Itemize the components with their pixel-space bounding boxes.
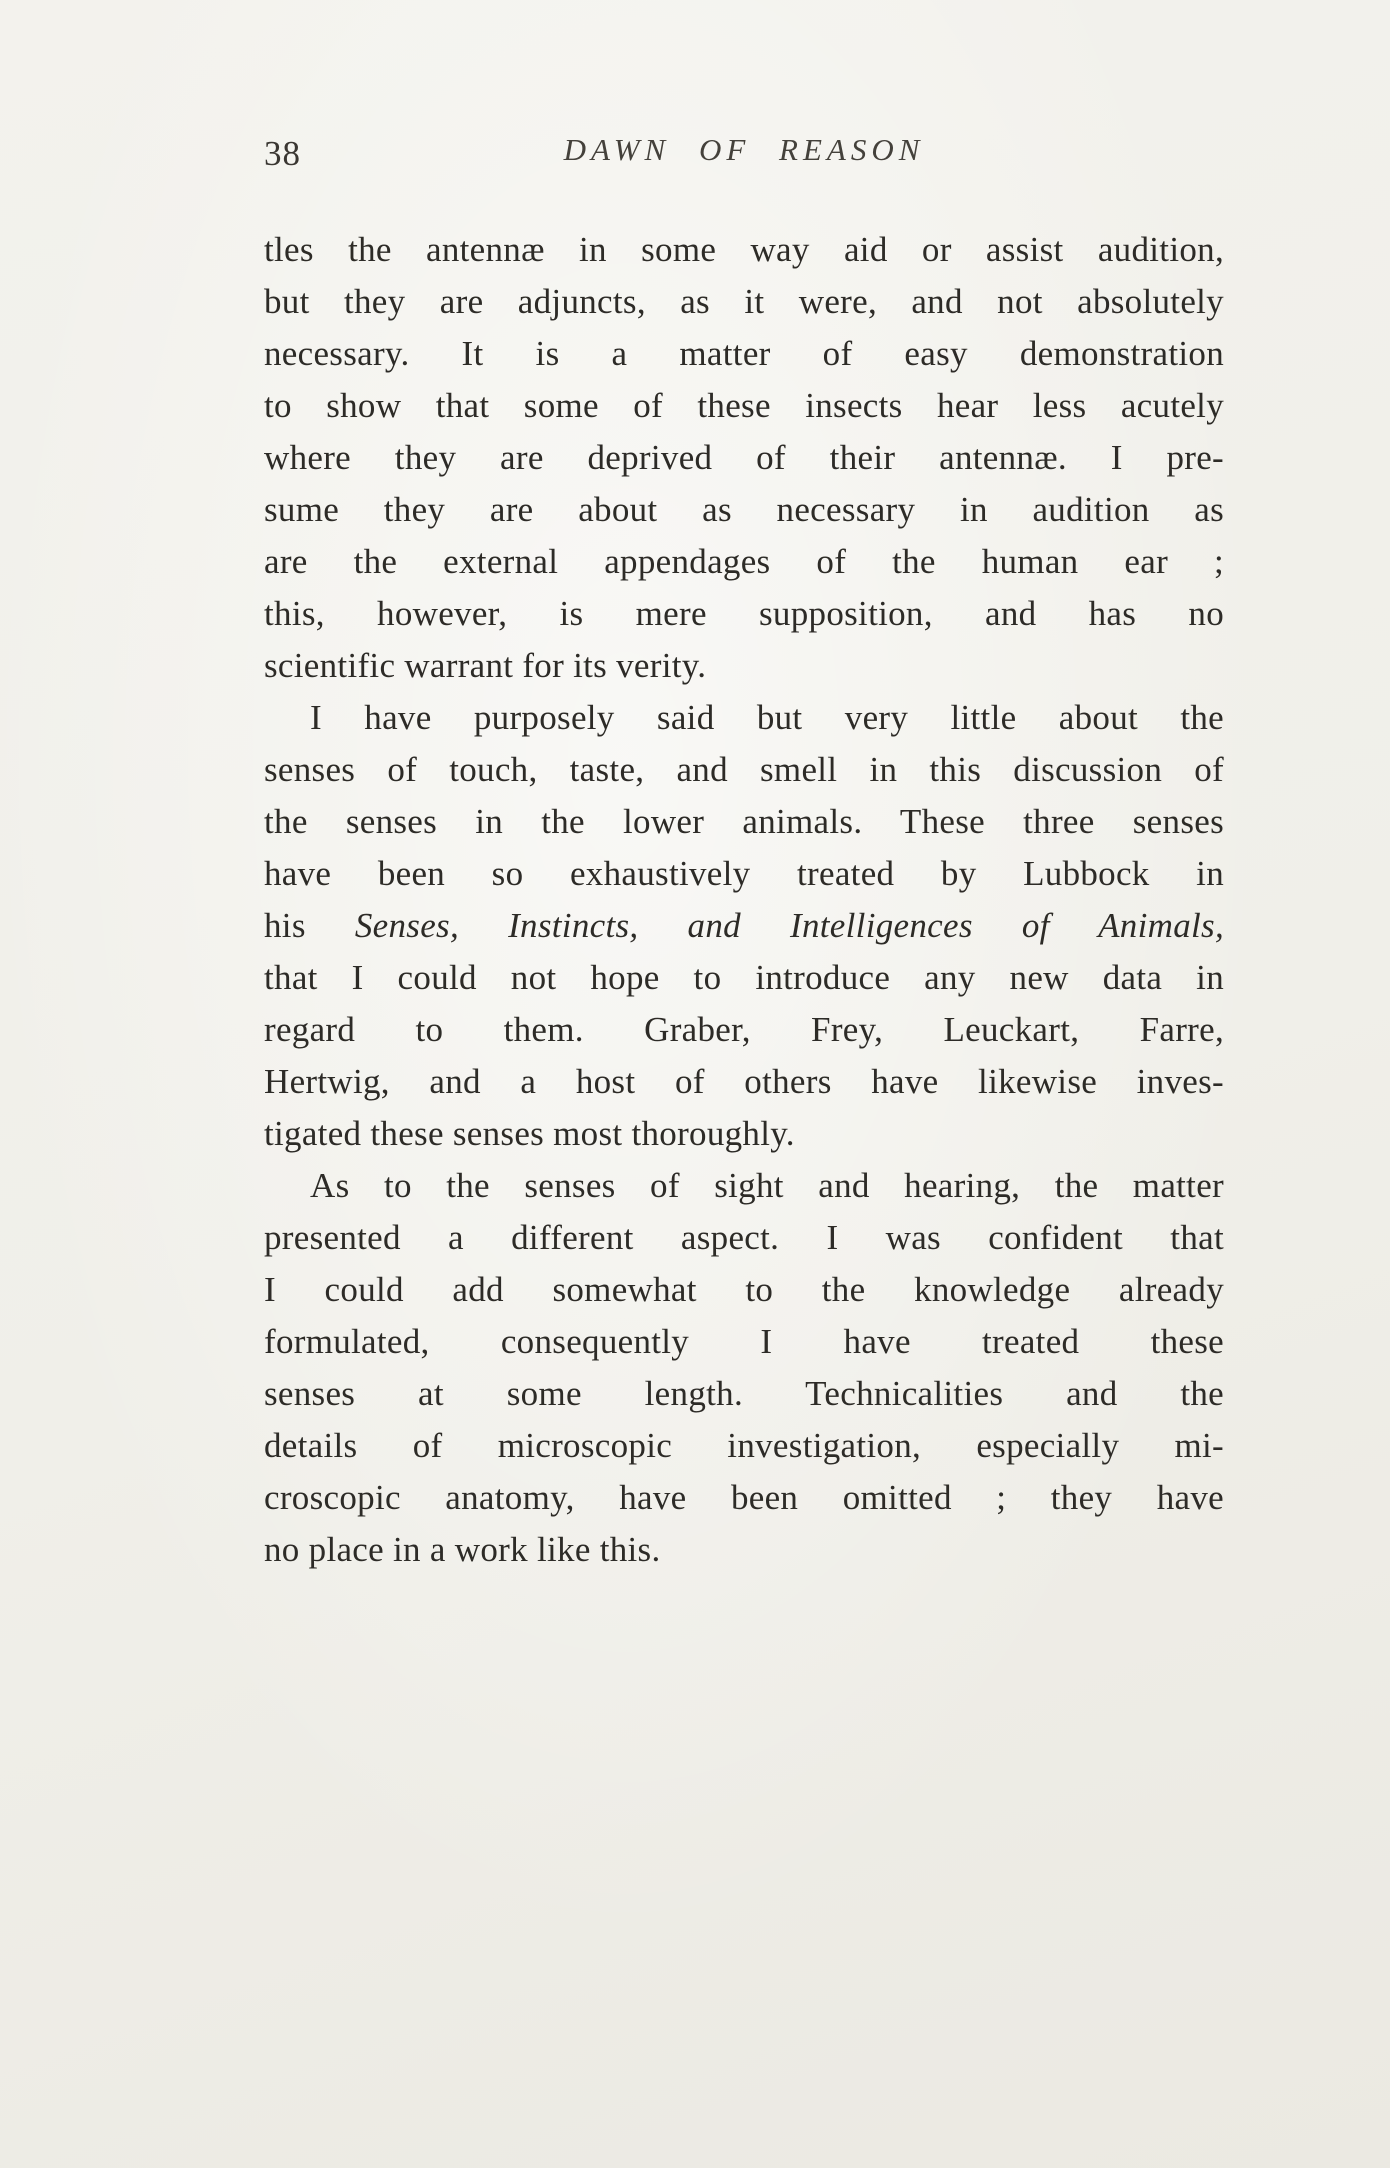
text-segment: are the external appendages of the human ear ; <box>264 542 1224 581</box>
text-segment: scientific warrant for its verity. <box>264 646 707 685</box>
text-line <box>264 1004 1224 1056</box>
text-line <box>264 484 1224 536</box>
text-line <box>264 1368 1224 1420</box>
text-line <box>264 224 1224 276</box>
text-segment: sume they are about as necessary in audition as <box>264 490 1224 529</box>
page-number: 38 <box>264 134 301 173</box>
text-line <box>264 796 1224 848</box>
text-segment: his <box>264 906 355 945</box>
text-line <box>264 536 1224 588</box>
text-line <box>264 1420 1224 1472</box>
text-segment: I have purposely said but very little about the <box>310 698 1224 737</box>
running-title: DAWN OF REASON <box>563 132 925 167</box>
text-segment: details of microscopic investigation, especially mi- <box>264 1426 1224 1465</box>
text-segment: this, however, is mere supposition, and has no <box>264 594 1224 633</box>
text-segment: necessary. It is a matter of easy demonstration <box>264 334 1224 373</box>
text-line <box>264 1316 1224 1368</box>
text-line <box>264 1472 1224 1524</box>
text-segment: formulated, consequently I have treated these <box>264 1322 1224 1361</box>
text-line <box>264 1108 1224 1160</box>
text-segment: croscopic anatomy, have been omitted ; they have <box>264 1478 1224 1517</box>
text-line <box>264 848 1224 900</box>
text-segment: regard to them. Graber, Frey, Leuckart, Farre, <box>264 1010 1224 1049</box>
text-segment: Hertwig, and a host of others have likewise inves- <box>264 1062 1224 1101</box>
text-segment: but they are adjuncts, as it were, and not absolutely <box>264 282 1224 321</box>
text-segment: senses at some length. Technicalities and the <box>264 1374 1224 1413</box>
text-segment: where they are deprived of their antennæ. I pre- <box>264 438 1224 477</box>
text-segment: presented a different aspect. I was confident that <box>264 1218 1224 1257</box>
text-segment: have been so exhaustively treated by Lubbock in <box>264 854 1224 893</box>
text-segment: that I could not hope to introduce any new data in <box>264 958 1224 997</box>
text-line <box>264 1056 1224 1108</box>
text-segment: tigated these senses most thoroughly. <box>264 1114 795 1153</box>
text-segment: no place in a work like this. <box>264 1530 661 1569</box>
text-segment: senses of touch, taste, and smell in this discussion of <box>264 750 1224 789</box>
page-header <box>264 132 1224 182</box>
text-line <box>264 588 1224 640</box>
text-line <box>264 432 1224 484</box>
page-body <box>264 224 1224 1576</box>
text-line <box>264 1160 1224 1212</box>
text-line <box>264 1212 1224 1264</box>
text-line <box>264 276 1224 328</box>
text-line <box>264 328 1224 380</box>
text-line <box>264 380 1224 432</box>
paragraph <box>264 692 1224 1160</box>
text-line <box>264 744 1224 796</box>
text-segment: the senses in the lower animals. These three senses <box>264 802 1224 841</box>
text-segment: As to the senses of sight and hearing, the matter <box>310 1166 1224 1205</box>
paragraph <box>264 224 1224 692</box>
paragraph <box>264 1160 1224 1576</box>
text-line <box>264 640 1224 692</box>
text-line <box>264 1524 1224 1576</box>
text-segment: I could add somewhat to the knowledge already <box>264 1270 1224 1309</box>
text-line <box>264 952 1224 1004</box>
text-segment: to show that some of these insects hear less acutely <box>264 386 1224 425</box>
text-segment: tles the antennæ in some way aid or assist audition, <box>264 230 1224 269</box>
text-line <box>264 900 1224 952</box>
text-line <box>264 1264 1224 1316</box>
text-line <box>264 692 1224 744</box>
book-title-italic: Senses, Instincts, and Intelligences of Animals, <box>354 906 1224 945</box>
